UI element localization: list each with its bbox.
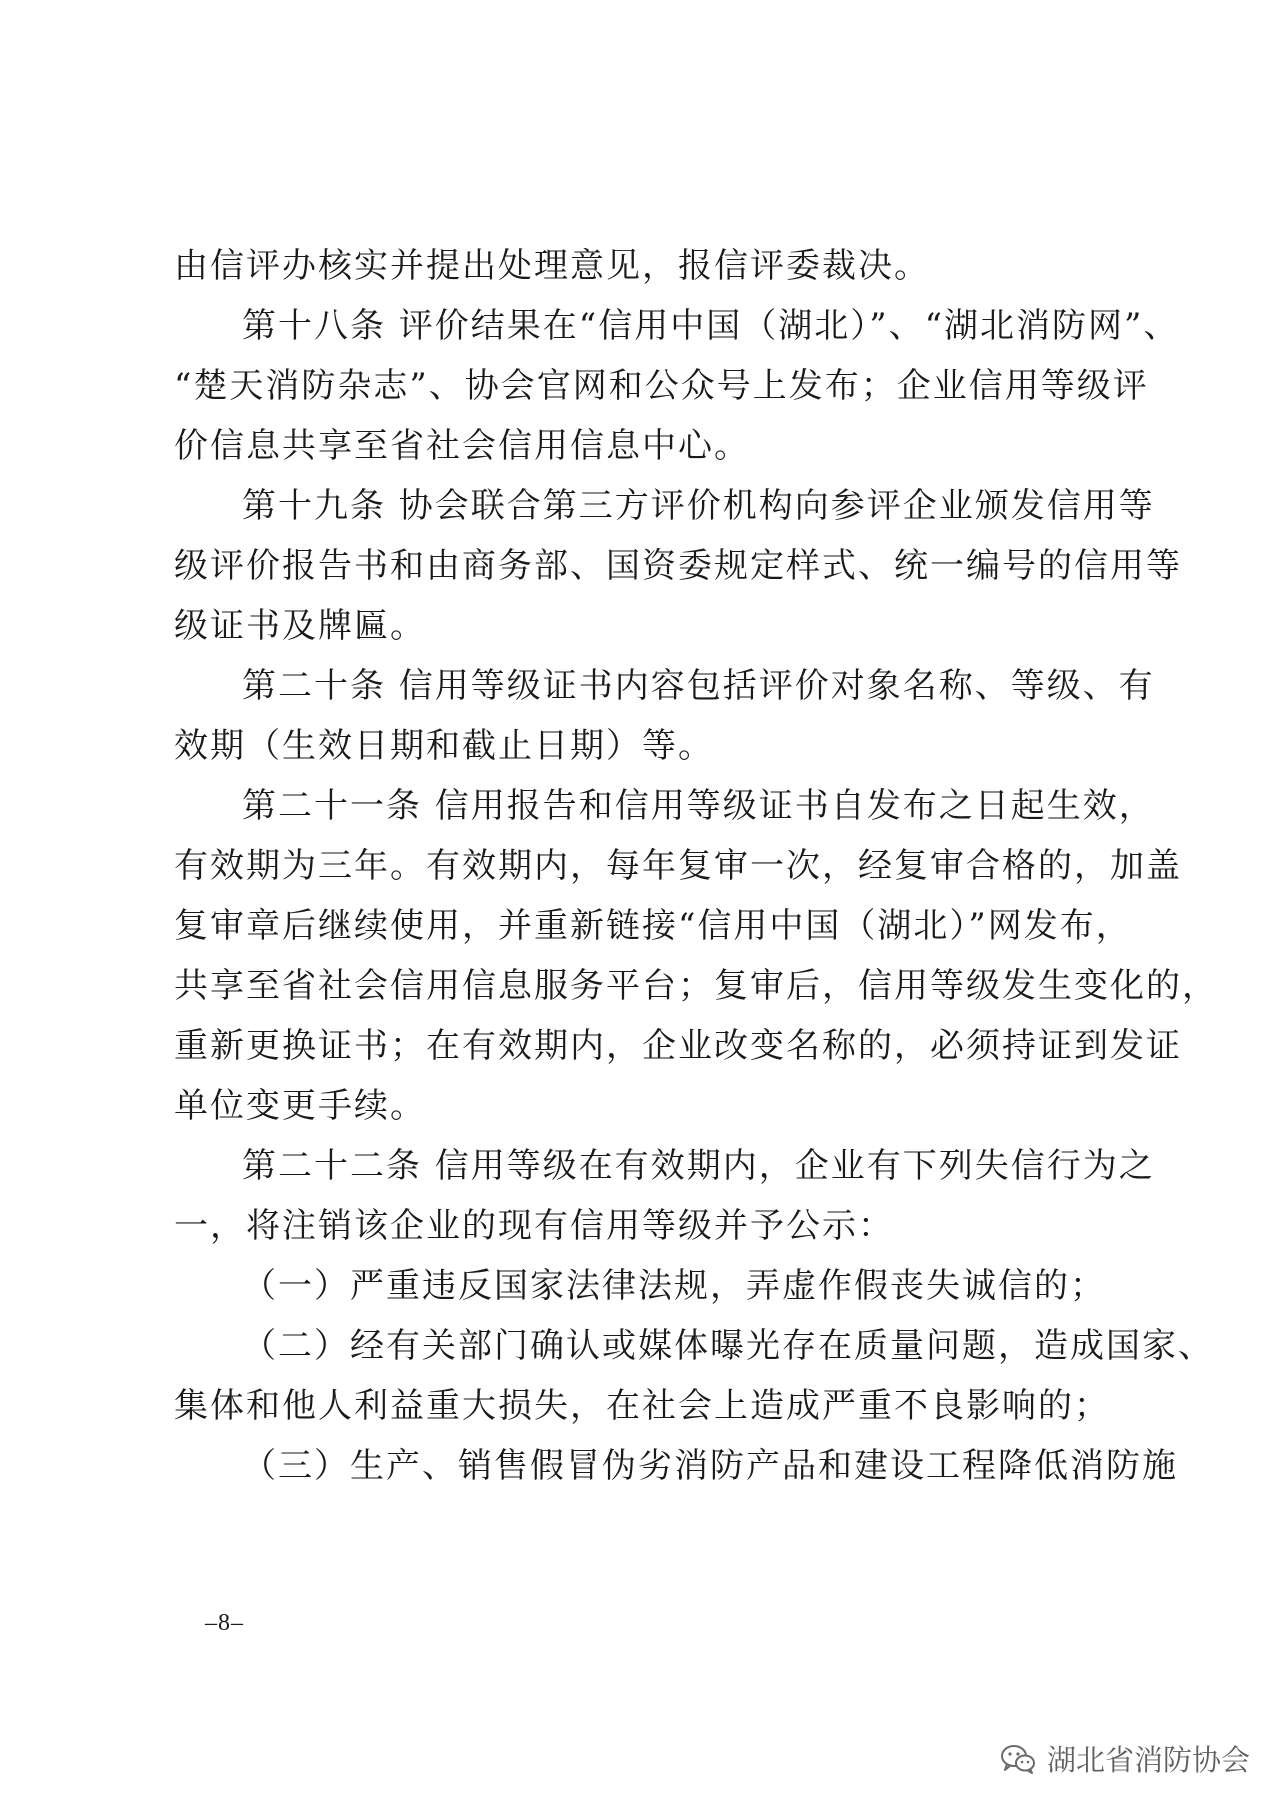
text-line: 第二十条 信用等级证书内容包括评价对象名称、等级、有 <box>242 666 1155 706</box>
text-line: （二）经有关部门确认或媒体曝光存在质量问题，造成国家、 <box>242 1326 1214 1366</box>
text-line: （三）生产、销售假冒伪劣消防产品和建设工程降低消防施 <box>242 1446 1178 1486</box>
text-line: 第二十一条 信用报告和信用等级证书自发布之日起生效， <box>242 786 1155 826</box>
text-line: 集体和他人利益重大损失，在社会上造成严重不良影响的； <box>174 1386 1110 1426</box>
page-number: –8– <box>205 1610 244 1636</box>
text-line: （一）严重违反国家法律法规，弄虚作假丧失诚信的； <box>242 1266 1106 1306</box>
text-line: 有效期为三年。有效期内，每年复审一次，经复审合格的，加盖 <box>174 846 1182 886</box>
text-line: 复审章后继续使用，并重新链接“信用中国（湖北）”网发布， <box>174 906 1132 946</box>
text-line: 级评价报告书和由商务部、国资委规定样式、统一编号的信用等 <box>174 546 1182 586</box>
text-line: 重新更换证书；在有效期内，企业改变名称的，必须持证到发证 <box>174 1026 1182 1066</box>
wechat-watermark <box>999 1738 1250 1779</box>
text-line: 共享至省社会信用信息服务平台；复审后，信用等级发生变化的， <box>174 966 1218 1006</box>
text-line: 一，将注销该企业的现有信用等级并予公示： <box>174 1206 894 1246</box>
watermark-text: 湖北省消防协会 <box>1046 1743 1250 1777</box>
text-line: 效期（生效日期和截止日期）等。 <box>174 726 714 766</box>
text-line: 第十九条 协会联合第三方评价机构向参评企业颁发信用等 <box>242 486 1155 526</box>
text-line: 价信息共享至省社会信用信息中心。 <box>174 426 750 466</box>
text-line: 单位变更手续。 <box>174 1086 426 1126</box>
text-line: “楚天消防杂志”、协会官网和公众号上发布；企业信用等级评 <box>174 366 1149 406</box>
text-line: 第二十二条 信用等级在有效期内，企业有下列失信行为之 <box>242 1146 1155 1186</box>
wechat-icon <box>999 1743 1037 1775</box>
text-line: 第十八条 评价结果在“信用中国（湖北）”、“湖北消防网”、 <box>242 306 1180 346</box>
document-body <box>174 236 1218 1496</box>
text-line: 级证书及牌匾。 <box>174 606 426 646</box>
text-line: 由信评办核实并提出处理意见，报信评委裁决。 <box>174 246 930 286</box>
